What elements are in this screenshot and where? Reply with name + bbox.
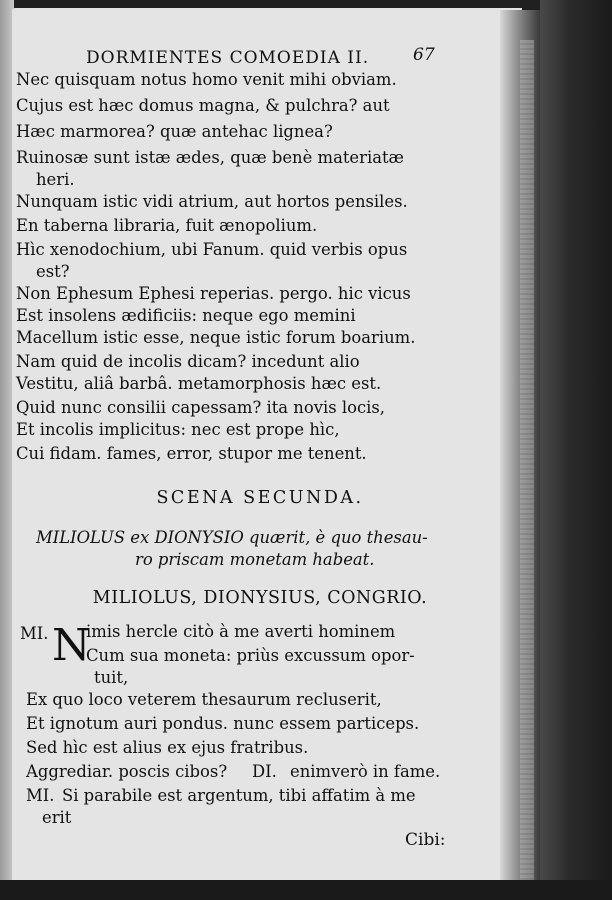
verse-line: En taberna libraria, fuit ænopolium. — [16, 216, 318, 235]
dialogue-line: erit — [42, 808, 72, 827]
dialogue-line: tuit, — [94, 668, 129, 687]
dialogue-line: imis hercle citò à me averti hominem — [86, 622, 396, 641]
background — [0, 880, 612, 900]
dialogue-line: Aggrediar. poscis cibos? — [26, 762, 228, 781]
verse-line: Est insolens ædificiis: neque ego memini — [16, 306, 356, 325]
verse-line: Hæc marmorea? quæ antehac lignea? — [16, 122, 333, 141]
verse-line: Quid nunc consilii capessam? ita novis locis, — [16, 398, 385, 417]
dialogue-line: Si parabile est argentum, tibi affatim à me — [62, 786, 416, 805]
scene-summary: MILIOLUS ex DIONYSIO quærit, è quo thesau- — [36, 528, 428, 547]
verse-line: Hìc xenodochium, ubi Fanum. quid verbis opus — [16, 240, 408, 259]
page-number: 67 — [413, 45, 435, 65]
speaker-label: MI. — [20, 624, 49, 643]
running-header: DORMIENTES COMOEDIA II. — [86, 48, 370, 68]
dialogue-line: enimverò in fame. — [290, 762, 441, 781]
scene-title: SCENA SECUNDA. — [156, 488, 364, 508]
verse-line: Nec quisquam notus homo venit mihi obviam. — [16, 70, 397, 89]
verse-line: Cujus est hæc domus magna, & pulchra? aut — [16, 96, 390, 115]
verse-line: heri. — [36, 170, 75, 189]
dialogue-line: Et ignotum auri pondus. nunc essem particeps. — [26, 714, 420, 733]
verse-line: Cui fidam. fames, error, stupor me tenent. — [16, 444, 367, 463]
verse-line: Nunquam istic vidi atrium, aut hortos pensiles. — [16, 192, 408, 211]
scene-summary: ro priscam monetam habeat. — [135, 550, 375, 569]
verse-line: Ruinosæ sunt istæ ædes, quæ benè materiatæ — [16, 148, 404, 167]
book-edges — [540, 0, 612, 900]
dialogue-line: Sed hìc est alius ex ejus fratribus. — [26, 738, 309, 757]
verse-line: Vestitu, aliâ barbâ. metamorphosis hæc est. — [16, 374, 382, 393]
catchword: Cibi: — [405, 830, 446, 850]
character-list: MILIOLUS, DIONYSIUS, CONGRIO. — [92, 588, 428, 608]
verse-line: est? — [36, 262, 70, 281]
verse-line: Macellum istic esse, neque istic forum boarium. — [16, 328, 416, 347]
verse-line: Nam quid de incolis dicam? incedunt alio — [16, 352, 360, 371]
dialogue-line: Ex quo loco veterem thesaurum recluserit, — [26, 690, 382, 709]
speaker-label: MI. — [26, 786, 55, 805]
dialogue-line: Cum sua moneta: priùs excussum opor- — [86, 646, 415, 665]
page-stack — [520, 40, 534, 900]
speaker-label: DI. — [252, 762, 277, 781]
drop-cap: N — [52, 620, 91, 671]
verse-line: Non Ephesum Ephesi reperias. pergo. hic vicus — [16, 284, 411, 303]
verse-line: Et incolis implicitus: nec est prope hìc, — [16, 420, 340, 439]
